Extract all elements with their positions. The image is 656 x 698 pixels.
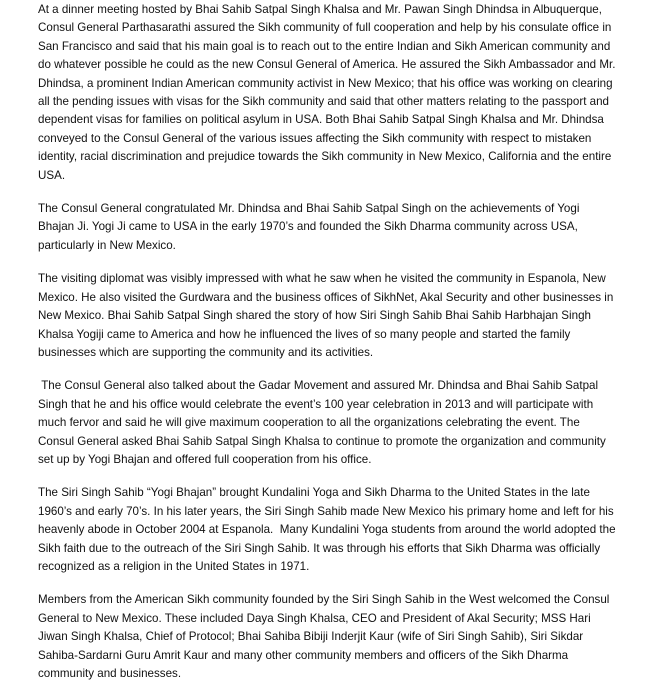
paragraph-welcome-members: Members from the American Sikh community founded by the Siri Singh Sahib in the West welcomed the Consul General to New Mexico. These included Daya Singh Khalsa, CEO and President of Akal Security; MSS Hari Jiwan Singh Khalsa, Chief of Protocol; Bhai Sahiba Bibiji Inderjit Kaur (wife of Siri Singh Sahib), Siri Sikdar Sahiba-Sardarni Guru Amrit Kaur and many other community members and officers of the Sikh Dharma community and businesses. <box>38 593 610 680</box>
paragraph-yogi-bhajan: The Siri Singh Sahib “Yogi Bhajan” brought Kundalini Yoga and Sikh Dharma to the United States in the late 1960’s and early 70’s. In his later years, the Siri Singh Sahib made New Mexico his primary home and left for his heavenly abode in October 2004 at Espanola. Many Kundalini Yoga students from around the world adopted the Sikh faith due to the outreach of the Siri Singh Sahib. It was through his efforts that Sikh Dharma was officially recognized as a religion in the United States in 1971. <box>38 486 616 573</box>
paragraph-congratulations: The Consul General congratulated Mr. Dhindsa and Bhai Sahib Satpal Singh on the achievements of Yogi Bhajan Ji. Yogi Ji came to USA in the early 1970’s and founded the Sikh Dharma community across USA, particularly in New Mexico. <box>38 202 580 252</box>
document-body <box>38 0 618 698</box>
paragraph-espanola-visit: The visiting diplomat was visibly impressed with what he saw when he visited the community in Espanola, New Mexico. He also visited the Gurdwara and the business offices of SikhNet, Akal Security and other businesses in New Mexico. Bhai Sahib Satpal Singh shared the story of how Siri Singh Sahib Bhai Sahib Harbhajan Singh Khalsa Yogiji came to America and how he influenced the lives of so many people and started the family businesses which are supporting the community and its activities. <box>38 272 614 359</box>
paragraph-gadar-movement: The Consul General also talked about the Gadar Movement and assured Mr. Dhindsa and Bhai Sahib Satpal Singh that he and his office would celebrate the event’s 100 year celebration in 2013 and will participate with much fervor and said he will give maximum cooperation to all the organizations celebrating the event. The Consul General asked Bhai Sahib Satpal Singh Khalsa to continue to promote the organization and community set up by Yogi Bhajan and offered full cooperation from his office. <box>38 379 606 466</box>
paragraph-dinner-meeting: At a dinner meeting hosted by Bhai Sahib Satpal Singh Khalsa and Mr. Pawan Singh Dhindsa in Albuquerque, Consul General Parthasarathi assured the Sikh community of full cooperation and help by his consulate office in San Francisco and said that his main goal is to reach out to the entire Indian and Sikh American community and do whatever possible he could as the new Consul General of America. He assured the Sikh Ambassador and Mr. Dhindsa, a prominent Indian American community activist in New Mexico; that his office was working on clearing all the pending issues with visas for the Sikh community and said that other matters relating to the passport and dependent visas for families on political asylum in USA. Both Bhai Sahib Satpal Singh Khalsa and Mr. Dhindsa conveyed to the Consul General of the various issues affecting the Sikh community with respect to mistaken identity, racial discrimination and prejudice towards the Sikh community in New Mexico, California and the entire USA. <box>38 3 616 182</box>
